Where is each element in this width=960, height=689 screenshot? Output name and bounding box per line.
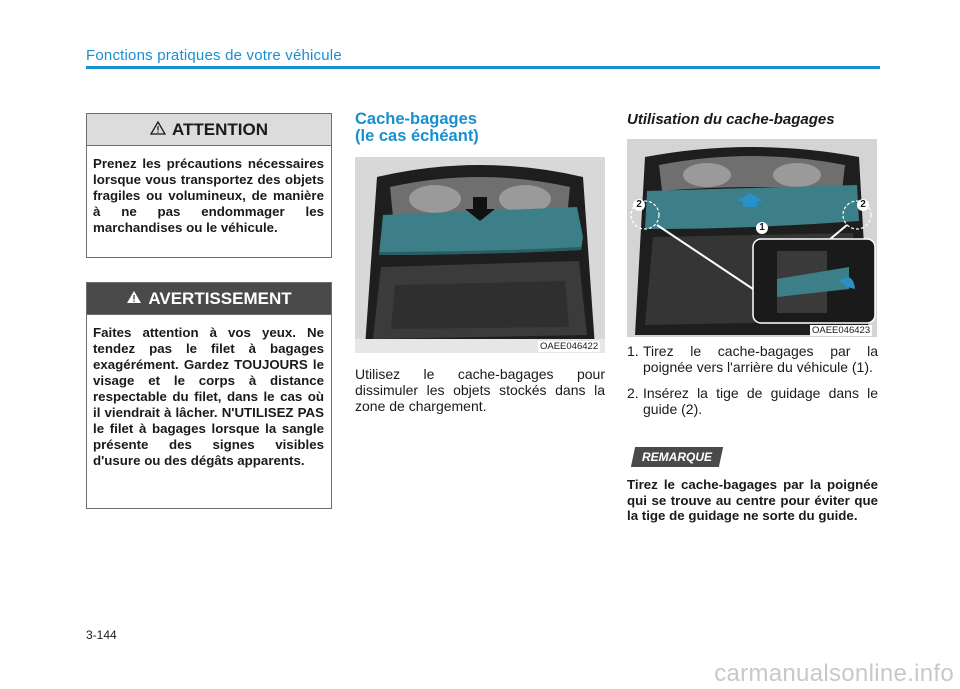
note-text: Tirez le cache-bagages par la poignée qui se trouve au centre pour éviter que la tige de guidage ne sorte du guide.: [627, 477, 878, 523]
cargo-cover-usage-photo: [627, 139, 877, 337]
warning-title: AVERTISSEMENT: [148, 288, 292, 308]
section-title-line1: Cache-bagages: [355, 110, 477, 128]
callout-2-left: 2: [633, 199, 645, 211]
warning-triangle-icon: [150, 120, 166, 140]
section-title: [355, 111, 605, 145]
list-item: [627, 385, 878, 417]
cargo-cover-photo: [355, 157, 605, 353]
usage-steps: [627, 343, 878, 427]
warning-header: [87, 283, 331, 315]
attention-title: ATTENTION: [171, 119, 268, 139]
usage-title: Utilisation du cache-bagages: [627, 111, 835, 128]
step-text: Insérez la tige de guidage dans le guide (2).: [643, 385, 878, 417]
list-item: [627, 343, 878, 375]
section-text: Utilisez le cache-bagages pour dissimuler les objets stockés dans la zone de chargement.: [355, 366, 605, 414]
step-number: 1.: [627, 343, 639, 359]
section-title-line2: (le cas échéant): [355, 127, 479, 145]
warning-body: Faites attention à vos yeux. Ne tendez pas le filet à bagages exagérément. Gardez TOUJOURS le visage et le corps à distance respectable du filet, dans le cas où il viendrait à lâcher. N'UTILISEZ PAS le filet à bagages lorsque la sangle présente des signes visibles d'usure ou des dégâts apparents.: [93, 325, 324, 468]
photo-code-2: OAEE046423: [812, 325, 871, 336]
warning-box: [86, 282, 332, 509]
step-text: Tirez le cache-bagages par la poignée vers l'arrière du véhicule (1).: [643, 343, 878, 375]
photo-code-1: OAEE046422: [540, 341, 599, 352]
attention-body: Prenez les précautions nécessaires lorsque vous transportez des objets fragiles ou volumineux, de manière à ne pas endommager les marchandises ou le véhicule.: [93, 156, 324, 235]
callout-2-right: 2: [857, 199, 869, 211]
note-label: REMARQUE: [641, 450, 712, 464]
attention-header: [87, 114, 331, 146]
callout-1: 1: [756, 222, 768, 234]
note-badge: [631, 447, 723, 467]
header-rule: [86, 66, 880, 69]
page-number: 3-144: [86, 628, 117, 642]
page-header-title: Fonctions pratiques de votre véhicule: [86, 47, 342, 64]
step-number: 2.: [627, 385, 639, 401]
attention-box: [86, 113, 332, 258]
warning-triangle-icon: [126, 289, 142, 309]
watermark: carmanualsonline.info: [714, 660, 954, 687]
